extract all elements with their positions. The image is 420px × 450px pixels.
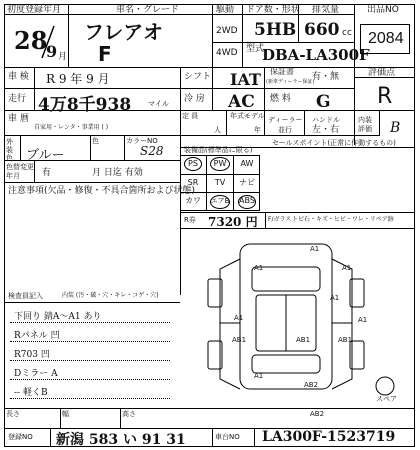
inspector-legend: 内装 (汚・破・穴・キレ・コゲ・穴) [62,292,159,299]
equip-navi: ナビ [239,178,255,187]
chassis-label: 車台NO [215,433,240,441]
ext-color-label: 外装色 [6,138,13,162]
hw-aircon: AC [228,92,255,112]
model-grade-label: 車名・グレード [116,5,180,15]
circle-mark-pw [210,157,230,171]
width-label: 幅 [62,410,69,418]
aircon-label: 冷 房 [184,94,205,104]
model-year-unit: 年 [254,126,261,134]
drive-label: 駆動 [216,5,235,15]
hw-color: ブルー [26,148,65,163]
equip-leather: カワ [185,196,201,205]
int-color-label: 色 [92,137,99,145]
color-no-label: カラーNO [126,137,158,145]
month-unit: 月 [58,52,68,62]
damage-mark-roof: A1 [330,294,340,302]
circle-mark-abs [238,195,256,209]
damage-mark-rear-bumper: AB2 [310,410,325,418]
equip-abs: ABS [239,196,255,205]
hw-model-code: DBA-LA300F [262,46,370,64]
equip-tv: TV [214,178,226,187]
first-reg-label: 初度登録年月 [7,5,62,15]
damage-mark-front-left: A1 [254,264,264,272]
hw-doors: 5HB [254,20,297,40]
hw-year: 28 [14,26,48,55]
hw-displacement: 660 [304,20,340,40]
dealer-sub: 並行 [278,126,292,134]
damage-mark-left-door: A1 [234,314,244,322]
dealer-label: ディーラー [268,116,303,124]
damage-mark-front-right: A1 [342,264,352,272]
equip-airbag: エアB [210,197,230,205]
inspection-label: 車 検 [8,72,29,82]
doors-label: ドア数・形状 [246,5,300,15]
inspector-label: 検査員記入 [8,292,43,300]
car-damage-diagram [180,229,415,409]
drive-2wd: 2WD [216,26,238,36]
damage-mark-rear-left: A1 [254,372,264,380]
notes-label: 注意事項(欠品・修復・不具合箇所および状態) [8,186,196,196]
lot-no-value: 2084 [368,30,404,47]
recycle-label: R券 [184,216,196,224]
hw-model-name: フレアオ [84,20,163,44]
hw-rating: R [377,84,393,109]
spare-label: スペア [376,395,397,403]
warranty-sub: (新車ディーラー保証) [266,79,315,85]
handle-label: ハンドル [312,116,340,124]
color-change-date: 月 日迄 有効 [92,168,143,178]
warranty-value: 有・無 [312,72,340,82]
inspector-note-2: Rパネル 凹 [14,331,60,341]
damage-mark-right-door: A1 [358,316,368,324]
inspector-note-5: -- 軽くB [14,388,48,398]
capacity-unit: 人 [214,126,221,134]
displacement-label: 排気量 [312,5,340,15]
height-label: 高さ [122,410,136,418]
type-label: 型式 [246,44,265,54]
hw-reg-no: 新潟 583 い 91 31 [56,432,186,448]
equip-sr: SR [187,178,199,187]
equipment-title: 装備品(標準品に限る) [184,146,253,154]
history-label: 車 暦 [8,114,29,124]
hw-color-no: S28 [140,144,164,158]
lot-no-label: 出品NO [367,5,399,15]
hw-month: 9 [46,42,58,61]
hw-shift: IAT [230,70,261,89]
hw-inspection: R 9 年 9 月 [46,72,110,86]
interior-sub: 評価 [358,125,372,133]
selling-points-label: セールスポイント(正常に作動するもの) [272,139,396,147]
shift-label: シフト [184,72,212,82]
glass-label: F/ガラス [268,216,292,223]
color-change-label: 色替変更 [6,163,34,171]
damage-mark-right-panel: AB1 [338,336,353,344]
mileage-label: 走行 [8,94,27,104]
color-change-flag: 有 [42,168,52,178]
inspector-note-4: Dミラー A [14,369,58,379]
length-label: 長さ [6,410,20,418]
damage-mark-rear: AB2 [304,381,319,389]
warranty-label: 保証書 [270,67,294,76]
damage-mark-left-panel: AB1 [232,336,247,344]
cc-unit: cc [342,28,352,38]
hw-fuel: G [316,92,331,112]
hw-grade: F [98,42,112,66]
handle-value: 左・右 [312,125,340,135]
damage-mark-front: A1 [310,245,320,253]
inspector-note-3: R703 凹 [14,350,50,360]
capacity-label: 定 員 [182,112,199,120]
hw-chassis: LA300F-1523719 [262,429,396,445]
hw-interior: B [390,120,401,136]
color-change-sub: 年月 [6,172,20,180]
equip-aw: AW [240,159,254,168]
circle-mark-airbag [210,195,230,209]
model-year-label: 年式モデル [230,112,265,120]
hw-mileage: 4万8千938 [38,95,132,115]
fuel-label: 燃 料 [270,94,291,104]
glass-legend: トビ石・キズ・ヒビ・ワレ・リペア跡 [292,216,394,223]
equip-ps: PS [188,159,198,168]
interior-label: 内装 [358,116,372,124]
damage-mark-center: AB1 [296,336,311,344]
reg-no-label: 登録NO [8,433,33,441]
inspector-note-1: 下回り 錆A〜A1 あり [14,312,102,322]
rating-label: 評価点 [368,68,396,78]
circle-mark-ps [184,157,202,171]
hw-recycle: 7320 円 [208,215,258,229]
history-sub: 自家用・レンタ・事業用 ( ) [34,124,109,131]
mileage-unit: マイル [148,100,169,108]
drive-4wd: 4WD [216,48,238,58]
equip-pw: PW [213,159,227,168]
